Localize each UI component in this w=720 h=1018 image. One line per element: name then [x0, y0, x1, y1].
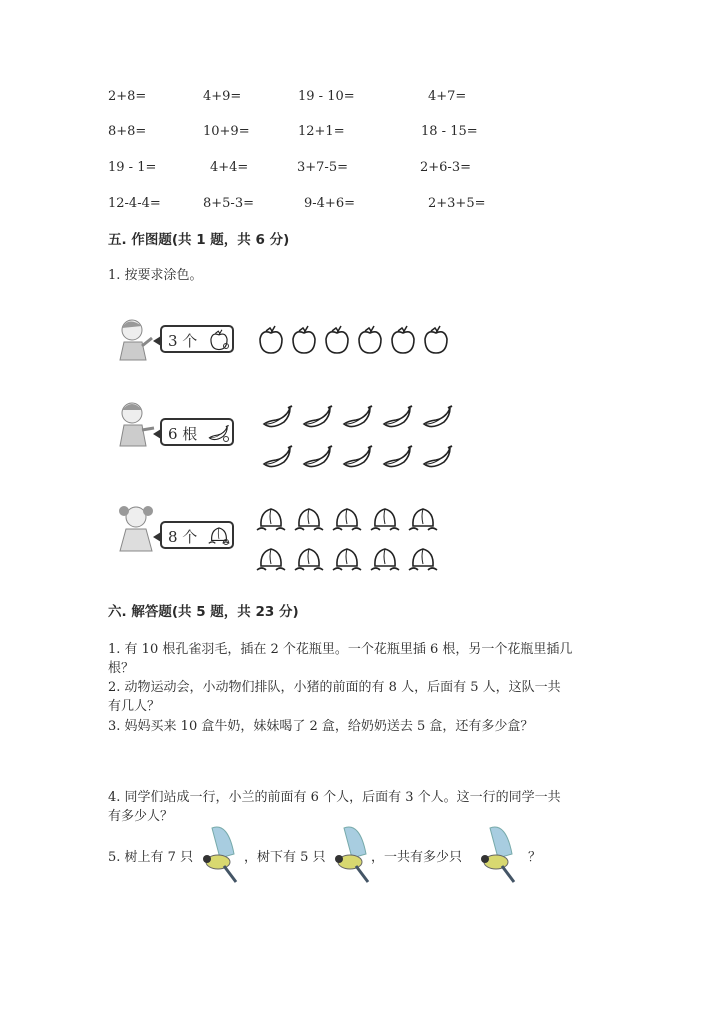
bird-illustration [330, 824, 374, 886]
bubble-text: 8 个 [168, 528, 198, 546]
banana-icon[interactable] [262, 404, 294, 434]
math-problem: 10+9= [203, 124, 250, 139]
banana-icon[interactable] [382, 444, 414, 474]
girl-pointing-illustration [112, 316, 156, 368]
math-problem: 19 - 1= [108, 160, 157, 175]
question-text: 根？ [108, 661, 135, 676]
banana-icon[interactable] [302, 444, 334, 474]
peach-grid [256, 506, 446, 578]
banana-grid [262, 404, 462, 474]
peach-icon[interactable] [370, 546, 400, 578]
question-text: 4. 同学们站成一行，小兰的前面有 6 个人，后面有 3 个人。这一行的同学一共 [108, 790, 561, 805]
math-problem: 3+7-5= [297, 160, 348, 175]
banana-icon[interactable] [262, 444, 294, 474]
peach-icon[interactable] [408, 506, 438, 538]
math-problem: 8+5-3= [203, 196, 254, 211]
apple-icon[interactable] [291, 325, 317, 359]
apple-icon[interactable] [258, 325, 284, 359]
apple-icon[interactable] [390, 325, 416, 359]
bubble-text: 6 根 [168, 425, 198, 443]
peach-icon[interactable] [294, 546, 324, 578]
question-text: ，树下有 5 只 [244, 850, 326, 865]
peach-icon[interactable] [332, 506, 362, 538]
question-text: 5. 树上有 7 只 [108, 850, 194, 865]
math-problem: 9-4+6= [304, 196, 355, 211]
banana-icon[interactable] [422, 444, 454, 474]
banana-icon[interactable] [342, 404, 374, 434]
peach-icon[interactable] [294, 506, 324, 538]
math-problem: 2+6-3= [420, 160, 471, 175]
peach-icon[interactable] [408, 546, 438, 578]
question-text: ，一共有多少只 [371, 850, 463, 865]
apple-row [258, 325, 454, 359]
banana-icon[interactable] [302, 404, 334, 434]
boy-pointing-illustration [112, 400, 156, 450]
math-problem: 4+9= [203, 89, 242, 104]
math-problem: 4+4= [210, 160, 249, 175]
bubble-text: 3 个 [168, 332, 198, 350]
math-problem: 2+8= [108, 89, 147, 104]
banana-icon[interactable] [342, 444, 374, 474]
math-problem: 12+1= [298, 124, 345, 139]
question-text: 3. 妈妈买来 10 盒牛奶，妹妹喝了 2 盒，给奶奶送去 5 盒，还有多少盒？ [108, 719, 534, 734]
question-text: 有几人？ [108, 699, 161, 714]
question-text: 有多少人？ [108, 809, 174, 824]
banana-icon[interactable] [382, 404, 414, 434]
apple-icon[interactable] [357, 325, 383, 359]
math-problem: 19 - 10= [298, 89, 355, 104]
math-problem: 12-4-4= [108, 196, 161, 211]
peach-icon[interactable] [256, 506, 286, 538]
peach-icon[interactable] [256, 546, 286, 578]
speech-bubble [160, 418, 234, 446]
section-heading: 六. 解答题(共 5 题，共 23 分) [108, 604, 299, 620]
apple-icon[interactable] [324, 325, 350, 359]
section-heading: 五. 作图题(共 1 题，共 6 分) [108, 232, 290, 248]
speech-bubble [160, 325, 234, 353]
question-text: ？ [528, 850, 542, 865]
question-text: 1. 有 10 根孔雀羽毛，插在 2 个花瓶里。一个花瓶里插 6 根，另一个花瓶里插几 [108, 642, 573, 657]
math-problem: 4+7= [428, 89, 467, 104]
peach-icon[interactable] [370, 506, 400, 538]
apple-icon[interactable] [423, 325, 449, 359]
math-problem: 18 - 15= [421, 124, 478, 139]
bird-illustration [198, 824, 242, 886]
peach-icon[interactable] [332, 546, 362, 578]
question-text: 2. 动物运动会，小动物们排队，小猪的前面的有 8 人，后面有 5 人，这队一共 [108, 680, 561, 695]
girl-illustration [114, 503, 158, 555]
speech-bubble [160, 521, 234, 549]
bird-illustration [476, 824, 520, 886]
banana-icon[interactable] [422, 404, 454, 434]
math-problem: 8+8= [108, 124, 147, 139]
math-problem: 2+3+5= [428, 196, 486, 211]
question-text: 1. 按要求涂色。 [108, 268, 203, 283]
